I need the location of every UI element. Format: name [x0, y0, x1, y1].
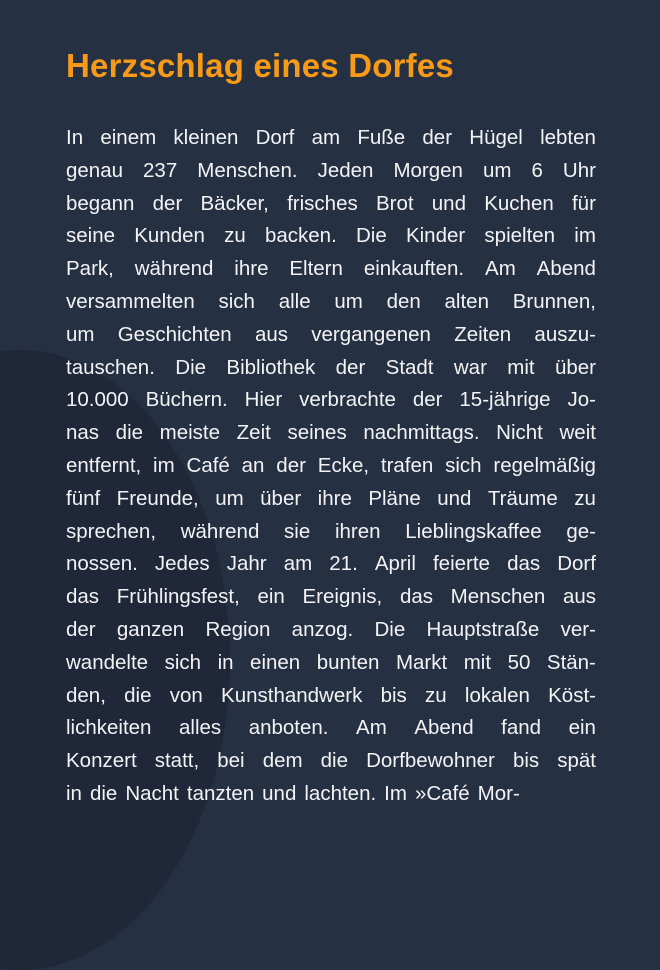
text-line: Konzert statt, bei dem die Dorfbewohner bis spät — [66, 749, 596, 773]
text-line: wandelte sich in einen bunten Markt mit 50 Stän- — [66, 650, 596, 674]
text-line: Park, während ihre Eltern einkauften. Am Abend — [66, 257, 596, 281]
text-line: fünf Freunde, um über ihre Pläne und Träume zu — [66, 486, 596, 510]
text-line: begann der Bäcker, frisches Brot und Kuchen für — [66, 191, 596, 215]
text-line: sprechen, während sie ihren Lieblingskaffee ge- — [66, 519, 596, 543]
article-title: Herzschlag eines Dorfes — [66, 47, 454, 84]
text-line: in die Nacht tanzten und lachten. Im »Café Mor- — [66, 781, 520, 805]
text-line: der ganzen Region anzog. Die Hauptstraße ver- — [66, 617, 596, 641]
article — [66, 44, 596, 811]
text-line: genau 237 Menschen. Jeden Morgen um 6 Uhr — [66, 158, 596, 182]
article-body — [66, 122, 596, 811]
text-line: nossen. Jedes Jahr am 21. April feierte das Dorf — [66, 552, 596, 576]
text-line: 10.000 Büchern. Hier verbrachte der 15-jährige Jo- — [66, 388, 596, 412]
text-line: seine Kunden zu backen. Die Kinder spielten im — [66, 224, 596, 248]
text-line: entfernt, im Café an der Ecke, trafen sich regelmäßig — [66, 453, 596, 477]
text-line: versammelten sich alle um den alten Brunnen, — [66, 289, 596, 313]
text-line: tauschen. Die Bibliothek der Stadt war mit über — [66, 355, 596, 379]
text-line: um Geschichten aus vergangenen Zeiten auszu- — [66, 322, 596, 346]
text-line: nas die meiste Zeit seines nachmittags. Nicht weit — [66, 421, 596, 445]
text-line: das Frühlingsfest, ein Ereignis, das Menschen aus — [66, 585, 596, 609]
text-line: In einem kleinen Dorf am Fuße der Hügel lebten — [66, 126, 596, 149]
text-line: den, die von Kunsthandwerk bis zu lokalen Köst- — [66, 683, 596, 707]
text-line: lichkeiten alles anboten. Am Abend fand ein — [66, 716, 596, 740]
